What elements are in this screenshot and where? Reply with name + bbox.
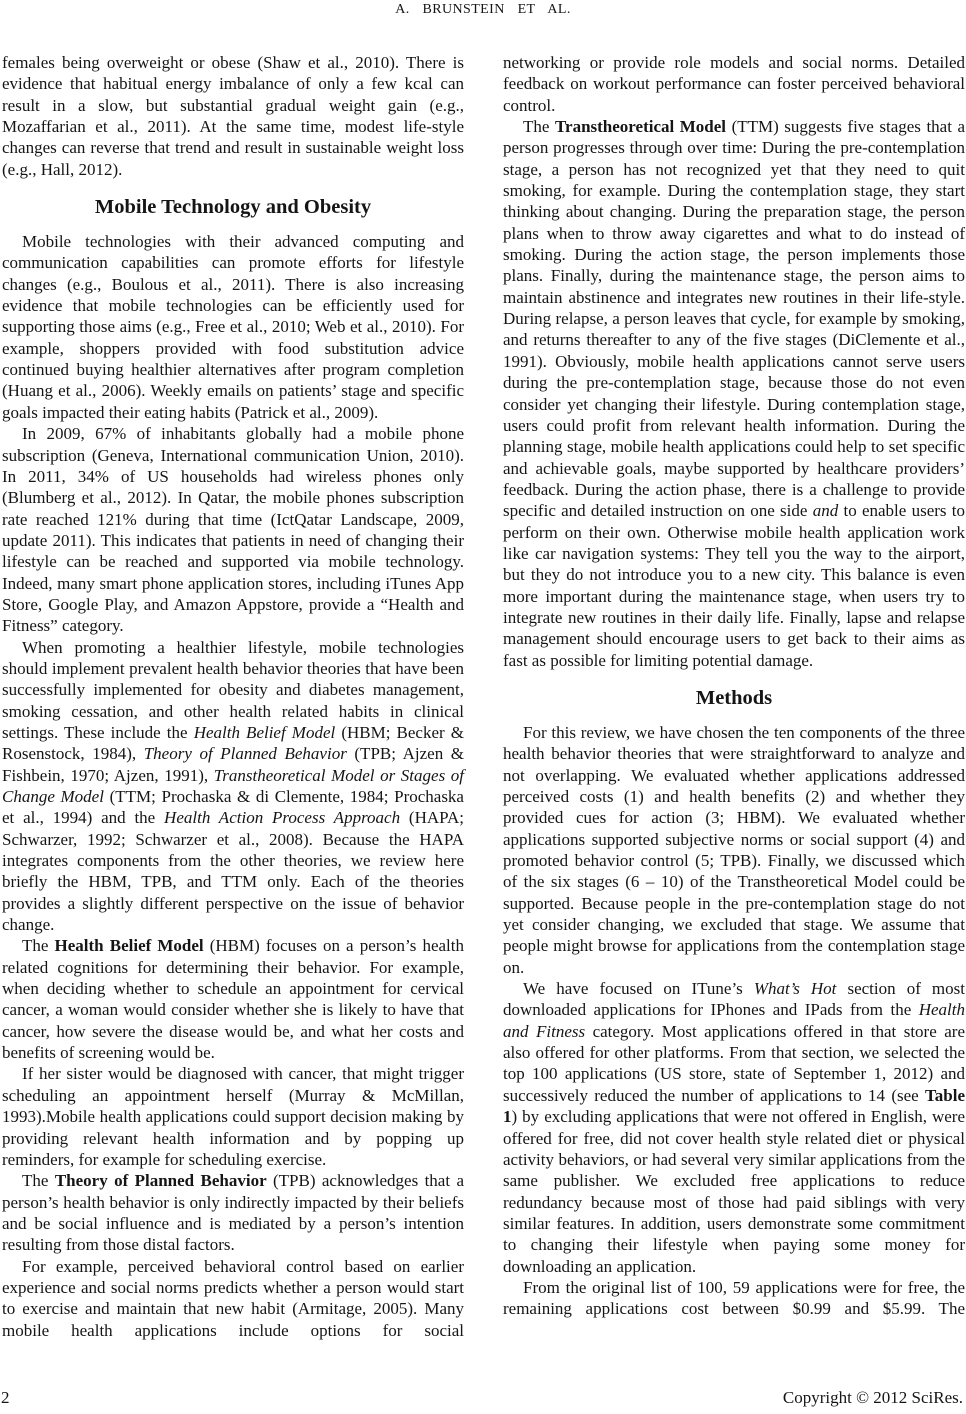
paragraph bbox=[2, 637, 464, 936]
text-run: (TPB) acknowledges that a person’s health behavior is only indirectly impacted by their beliefs and be social influence and is mediated by a person’s intention resulting from those distal factors. bbox=[2, 1171, 464, 1255]
paragraph bbox=[503, 52, 965, 116]
bold-run: Theory of Planned Behavior bbox=[54, 1171, 267, 1191]
page-number: 2 bbox=[1, 1388, 10, 1407]
section-heading: Mobile Technology and Obesity bbox=[94, 196, 372, 219]
text-run: to enable users to perform on their own. Otherwise mobile health application work like car navigation systems: They tell you the way to the airport, but they do not introduce you to a new city. This balance is even more important during the maintenance stage, when users try to integrate new routines in their daily life. Finally, lapse and relapse management should encourage users to get back to their aims as fast as possible for limiting potential damage. bbox=[503, 501, 965, 670]
text-run: Mobile technologies with their advanced computing and communication capabilities can promote efforts for lifestyle changes (e.g., Boulous et al., 2011). There is also increasing evidence that mobile technologies can be efficiently used for supporting those aims (e.g., Free et al., 2010; Web et al., 2010). For example, shoppers provided with food substitution advice continued buying healthier alternatives after program completion (Huang et al., 2006). Weekly emails on patients’ stage and specific goals impacted their eating habits (Patrick et al., 2009). bbox=[2, 232, 464, 422]
italic-run: What’s Hot bbox=[753, 979, 837, 999]
text-run: From the original list of 100, 59 applications were for free, the remaining applications cost between $0.99 and $5.99. The bbox=[503, 1277, 965, 1319]
text-run: category. Most applications offered in that store are also offered for other platforms. From that section, we selected the top 100 applications (US store, state of September 1, 2012) and successively reduced the number of applications to 14 (see bbox=[503, 1021, 965, 1105]
paragraph bbox=[503, 722, 965, 978]
section-heading: Methods bbox=[695, 686, 773, 709]
copyright-notice: Copyright © 2012 SciRes. bbox=[782, 1388, 963, 1407]
paragraph bbox=[2, 1170, 464, 1255]
text-run: (TTM; Prochaska & di Clemente, 1984; Prochaska et al., 1994) and the bbox=[2, 787, 464, 828]
text-run: (HBM) focuses on a person’s health related cognitions for determining their behavior. For example, when deciding whether to schedule an appointment for cervical cancer, a woman would consider whether she is likely to have that cancer, how severe the disease would be, and what her costs and benefits of screening would be. bbox=[2, 936, 464, 1063]
body-columns bbox=[2, 52, 965, 1341]
italic-run: Transtheoretical Model or Stages of Change Model bbox=[2, 765, 464, 806]
italic-run: Health Belief Model bbox=[193, 722, 336, 742]
italic-run: and bbox=[812, 501, 839, 521]
text-run: In 2009, 67% of inhabitants globally had a mobile phone subscription (Geneva, International communication Union, 2010). In 2011, 34% of US households had wireless phones only (Blumberg et al., 2012). In Qatar, the mobile phones subscription rate reached 121% during that time (IctQatar Landscape, 2009, update 2011). This indicates that patients in need of changing their lifestyle can be reached and supported via mobile technology. Indeed, many smart phone application stores, including iTunes App Store, Google Play, and Amazon Appstore, provide a “Health and Fitness” category. bbox=[2, 424, 464, 636]
text-run: If her sister would be diagnosed with cancer, that might trigger scheduling an appointment herself (Murray & McMillan, 1993).Mobile health applications could support decision making by providing relevant health information and by popping up reminders, for example for scheduling exercise. bbox=[2, 1064, 464, 1169]
paragraph bbox=[503, 1277, 965, 1320]
paragraph bbox=[2, 1063, 464, 1170]
text-run: For this review, we have chosen the ten components of the three health behavior theories that were straightforward to analyze and not overlapping. We evaluated whether applications addressed perceived costs (1) and health benefits (2) and whether they provided cues for action (3; HBM). We evaluated whether applications supported subjective norms or social support (4) and promoted behavior control (5; TPB). Finally, we discussed which of the six stages (6 – 10) of the Transtheoretical Model could be supported. Because people in the pre-contemplation stage do not yet consider changing, we excluded that stage. We assume that people might browse for applications from the contemplation stage on. bbox=[503, 722, 965, 977]
right-column bbox=[503, 52, 965, 1341]
paragraph bbox=[2, 935, 464, 1063]
paragraph bbox=[503, 978, 965, 1277]
text-run: section of most downloaded applications for IPhones and IPads from the bbox=[503, 979, 965, 1020]
italic-run: Health Action Process Approach bbox=[164, 808, 401, 828]
text-run: (HBM; Becker & Rosenstock, 1984), bbox=[2, 722, 465, 764]
left-column bbox=[2, 52, 464, 1341]
paragraph bbox=[2, 52, 464, 180]
paragraph bbox=[503, 116, 965, 671]
text-run: ) by excluding applications that were not offered in English, were offered for free, did not cover health style related diet or physical activity behaviors, or had several very similar applications from the same publisher. We excluded free applications to reduce redundancy because most of those had paid siblings with very similar features. In addition, users demonstrate some commitment to changing their lifestyle when paying some money for downloading an application. bbox=[503, 1107, 965, 1276]
text-run: (HAPA; Schwarzer, 1992; Schwarzer et al., 2008). Because the HAPA integrates components from the other theories, we review here briefly the HBM, TPB, and TTM only. Each of the theories provides a slightly different perspective on the issue of behavior change. bbox=[2, 808, 465, 935]
paragraph bbox=[2, 423, 464, 636]
text-run: The bbox=[523, 117, 555, 137]
bold-run: Table 1 bbox=[503, 1085, 965, 1127]
bold-run: Health Belief Model bbox=[54, 936, 204, 956]
text-run: networking or provide role models and social norms. Detailed feedback on workout performance can foster perceived behavioral control. bbox=[503, 53, 965, 115]
paragraph bbox=[2, 1256, 464, 1341]
text-run: (TTM) suggests five stages that a person progresses through over time: During the pre-contemplation stage, a person has not recognized yet that they need to quit smoking, for example. During the contemplation stage, they start thinking about changing. During the preparation stage, the person plans when to throw away cigarettes and what to do instead of smoking. During the action stage, the person implements those plans. Finally, during the maintenance stage, the person aims to maintain abstinence and integrates new routines in their life-style. During relapse, a person leaves that cycle, for example by smoking, and returns thereafter to any of the five stages (DiClemente et al., 1991). Obviously, mobile health applications cannot serve users during the pre-contemplation stage, because those do not even consider yet changing their lifestyle. During contemplation stage, users could profit from relevant health information. During the planning stage, mobile health applications could help to set specific and achievable goals, maybe supported by healthcare providers’ feedback. During the action phase, there is a challenge to provide specific and detailed instruction on one side bbox=[503, 117, 965, 521]
text-run: For example, perceived behavioral control based on earlier experience and social norms predicts whether a person would start to exercise and maintain that new habit (Armitage, 2005). Many mobile health applications include options for social bbox=[2, 1256, 464, 1340]
paragraph bbox=[2, 231, 464, 423]
text-run: When promoting a healthier lifestyle, mobile technologies should implement prevalent health behavior theories that have been successfully implemented for obesity and diabetes management, smoking cessation, and other health related habits in clinical settings. These include the bbox=[2, 637, 464, 742]
text-run: females being overweight or obese (Shaw et al., 2010). There is evidence that habitual energy imbalance of only a few kcal can result in a slow, but substantial gradual weight gain (e.g., Mozaffarian et al., 2011). At the same time, modest life-style changes can reverse that trend and result in sustainable weight loss (e.g., Hall, 2012). bbox=[2, 53, 464, 179]
text-run: We have focused on ITune’s bbox=[523, 979, 754, 999]
italic-run: Theory of Planned Behavior bbox=[143, 744, 347, 764]
bold-run: Transtheoretical Model bbox=[554, 117, 727, 137]
italic-run: Health and Fitness bbox=[503, 1000, 965, 1041]
running-head: A. BRUNSTEIN ET AL. bbox=[395, 2, 571, 17]
text-run: The bbox=[22, 936, 55, 956]
text-run: The bbox=[22, 1171, 55, 1191]
text-run: (TPB; Ajzen & Fishbein, 1970; Ajzen, 1991), bbox=[2, 744, 464, 785]
